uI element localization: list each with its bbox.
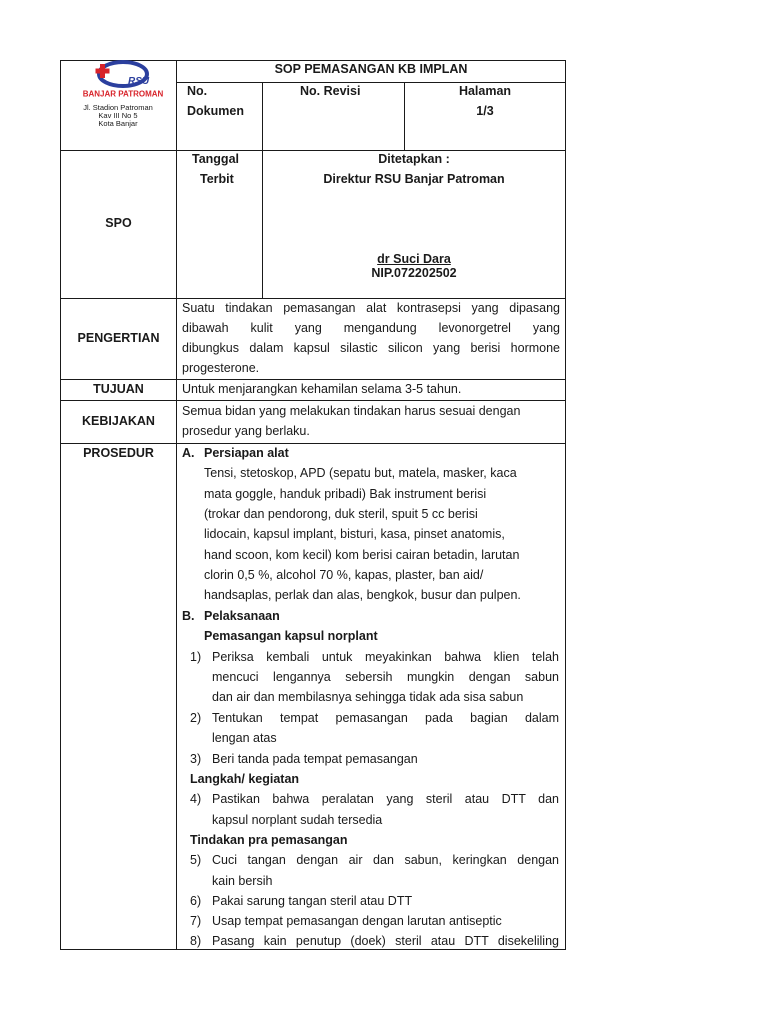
- persiapan-line-6: clorin 0,5 %, alcohol 70 %, kapas, plaster, ban aid/: [204, 568, 484, 582]
- hospital-logo: [82, 58, 164, 104]
- prosedur-label: PROSEDUR: [83, 446, 154, 460]
- subheading-pra-pemasangan: Tindakan pra pemasangan: [190, 833, 348, 847]
- step-number: 4): [190, 792, 202, 806]
- kebijakan-label: KEBIJAKAN: [82, 414, 155, 428]
- step-5-line-1: Cuci tangan dengan air dan sabun, keringkan dengan: [212, 853, 559, 867]
- step-1-line-3: dan air dan membilasnya sehingga tidak ada sisa sabun: [212, 690, 524, 704]
- persiapan-line-7: handsaplas, perlak dan alas, bengkok, busur dan pulpen.: [204, 588, 521, 602]
- kebijakan-line-1: Semua bidan yang melakukan tindakan harus sesuai dengan: [182, 404, 521, 418]
- section-b-title: Pelaksanaan: [204, 609, 280, 623]
- persiapan-line-5: hand scoon, kom kecil) kom berisi cairan betadin, larutan: [204, 548, 520, 562]
- section-a-marker: A.: [182, 446, 195, 460]
- section-b-marker: B.: [182, 609, 195, 623]
- persiapan-line-1: Tensi, stetoskop, APD (sepatu but, matela, masker, kaca: [204, 466, 517, 480]
- step-number: 7): [190, 914, 202, 928]
- step-6-line-1: Pakai sarung tangan steril atau DTT: [212, 894, 413, 908]
- no-revisi-label: No. Revisi: [300, 84, 361, 98]
- step-number: 6): [190, 894, 202, 908]
- spo-label: SPO: [105, 216, 132, 230]
- no-dokumen-label-2: Dokumen: [187, 104, 244, 118]
- step-2-line-1: Tentukan tempat pemasangan pada bagian dalam: [212, 711, 559, 725]
- step-8-line-1: Pasang kain penutup (doek) steril atau DTT disekeliling: [212, 934, 559, 948]
- step-5-line-2: kain bersih: [212, 874, 273, 888]
- pengertian-line-1: Suatu tindakan pemasangan alat kontrasepsi yang dipasang: [182, 301, 560, 315]
- hospital-address-line-2: Kav III No 5: [98, 111, 138, 120]
- step-7-line-1: Usap tempat pemasangan dengan larutan antiseptic: [212, 914, 502, 928]
- document-title: SOP PEMASANGAN KB IMPLAN: [274, 62, 468, 76]
- tanggal-terbit-label-2: Terbit: [200, 172, 234, 186]
- signer-name: dr Suci Dara: [377, 252, 451, 266]
- direktur-title: Direktur RSU Banjar Patroman: [323, 172, 505, 186]
- step-2-line-2: lengan atas: [212, 731, 277, 745]
- section-a-title: Persiapan alat: [204, 446, 289, 460]
- step-number: 8): [190, 934, 202, 948]
- tujuan-text: Untuk menjarangkan kehamilan selama 3-5 tahun.: [182, 382, 462, 396]
- step-4-line-2: kapsul norplant sudah tersedia: [212, 813, 383, 827]
- pengertian-line-2: dibawah kulit yang mengandung levonorgetrel yang: [182, 321, 560, 335]
- svg-text:RSU: RSU: [128, 76, 150, 87]
- no-dokumen-label-1: No.: [187, 84, 208, 98]
- svg-text:BANJAR PATROMAN: BANJAR PATROMAN: [82, 89, 164, 99]
- persiapan-line-4: lidocain, kapsul implant, bisturi, kasa, pinset anatomis,: [204, 527, 505, 541]
- pengertian-line-3: dibungkus dalam kapsul silastic silicon yang berisi hormone: [182, 341, 560, 355]
- persiapan-line-3: (trokar dan pendorong, duk steril, spuit 5 cc berisi: [204, 507, 478, 521]
- subheading-langkah: Langkah/ kegiatan: [190, 772, 300, 786]
- ditetapkan-label: Ditetapkan :: [378, 152, 450, 166]
- step-number: 2): [190, 711, 202, 725]
- step-1-line-1: Periksa kembali untuk meyakinkan bahwa klien telah: [212, 650, 559, 664]
- hospital-address-line-3: Kota Banjar: [98, 119, 138, 128]
- hospital-address-line-1: Jl. Stadion Patroman: [83, 103, 153, 112]
- subheading-pemasangan: Pemasangan kapsul norplant: [204, 629, 378, 643]
- step-number: 1): [190, 650, 202, 664]
- tanggal-terbit-label-1: Tanggal: [192, 152, 239, 166]
- tujuan-label: TUJUAN: [93, 382, 144, 396]
- halaman-value: 1/3: [476, 104, 494, 118]
- step-number: 5): [190, 853, 202, 867]
- pengertian-label: PENGERTIAN: [77, 331, 160, 345]
- step-1-line-2: mencuci lengannya sebersih mungkin dengan sabun: [212, 670, 559, 684]
- step-number: 3): [190, 752, 202, 766]
- signer-nip: NIP.072202502: [371, 266, 457, 280]
- step-3-line-1: Beri tanda pada tempat pemasangan: [212, 752, 418, 766]
- kebijakan-line-2: prosedur yang berlaku.: [182, 424, 310, 438]
- halaman-label: Halaman: [458, 84, 512, 98]
- persiapan-line-2: mata goggle, handuk pribadi) Bak instrument berisi: [204, 487, 487, 501]
- step-4-line-1: Pastikan bahwa peralatan yang steril atau DTT dan: [212, 792, 559, 806]
- pengertian-line-4: progesterone.: [182, 361, 260, 375]
